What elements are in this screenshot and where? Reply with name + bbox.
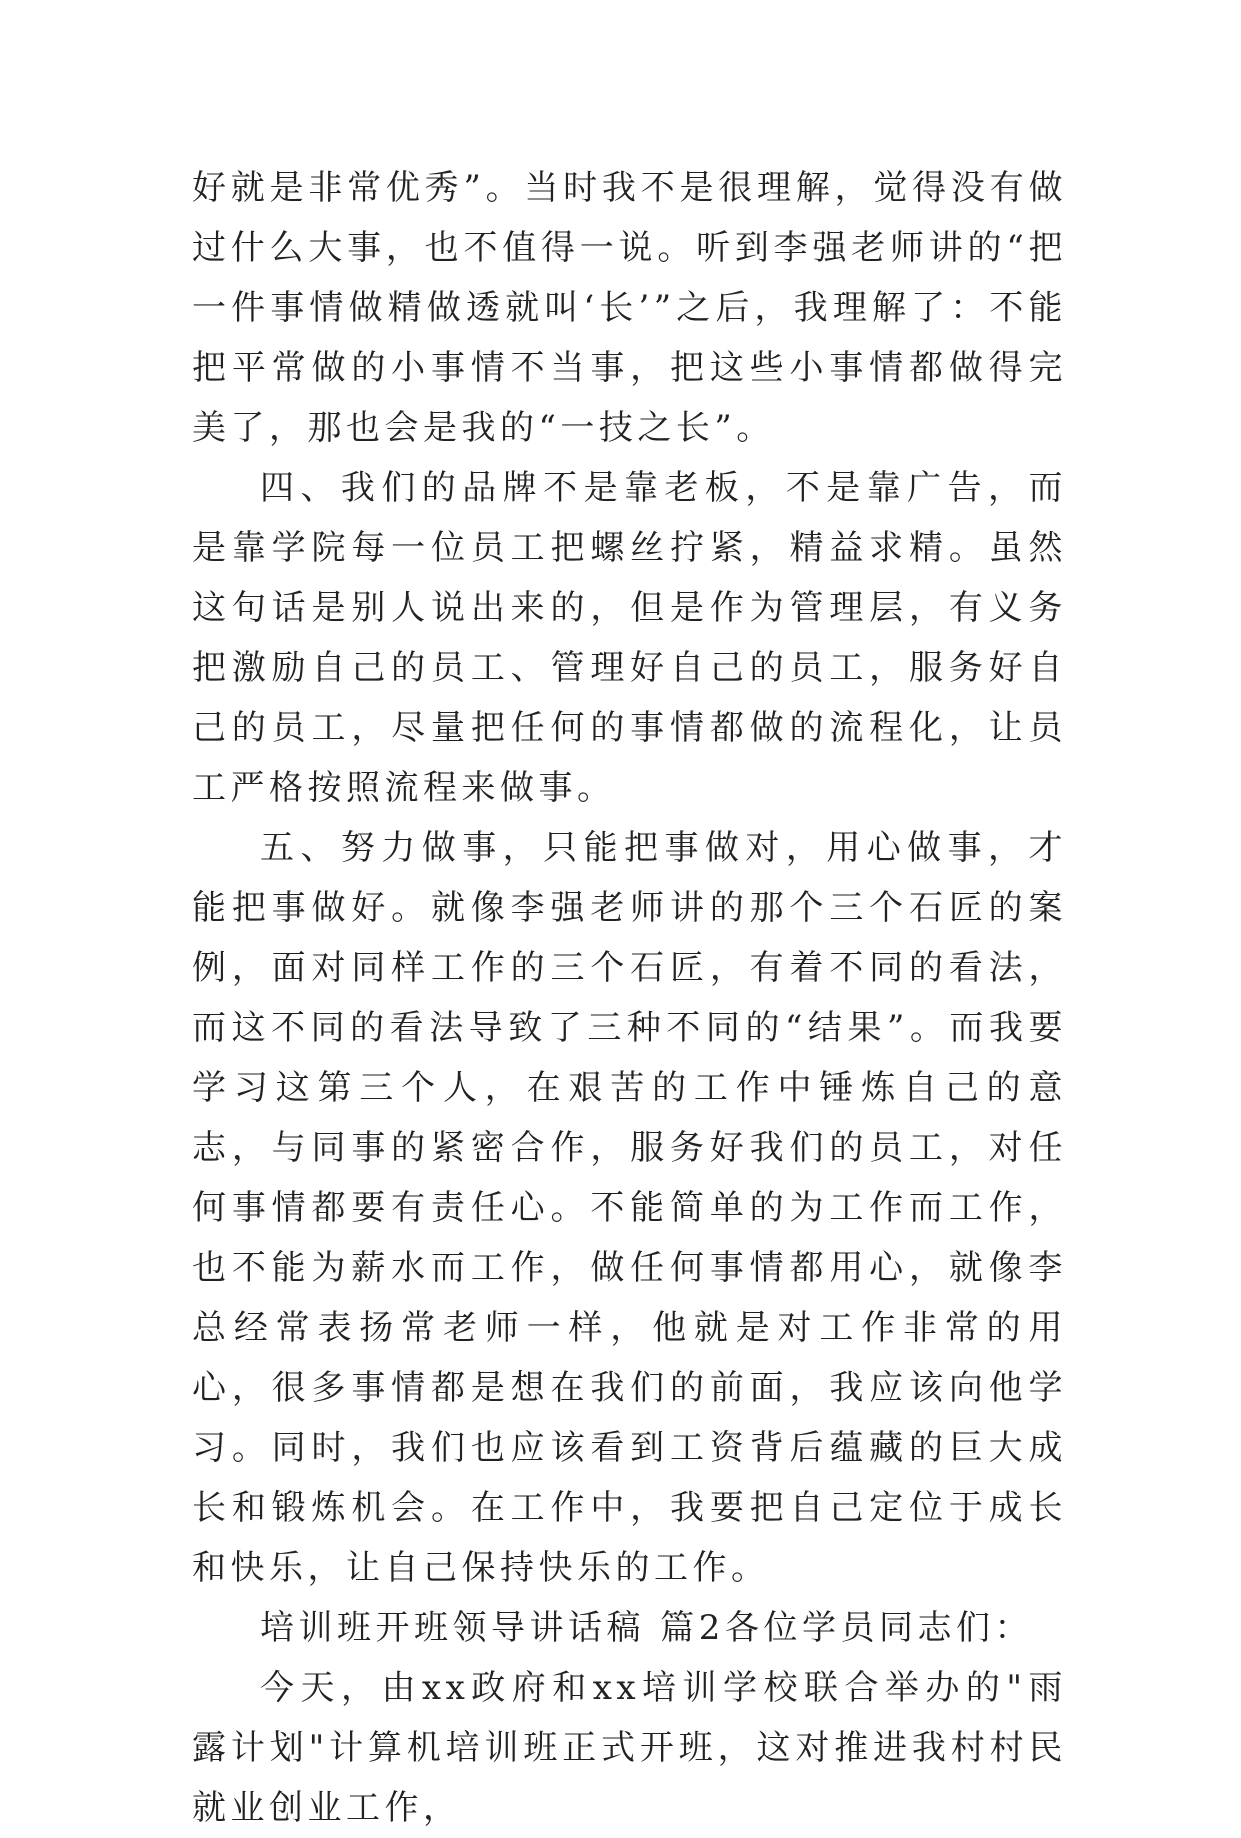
document-body (192, 158, 1067, 1838)
section-heading-article-2: 培训班开班领导讲话稿 篇2各位学员同志们： (260, 1608, 1033, 1648)
paragraph-point-four: 四、我们的品牌不是靠老板，不是靠广告，而是靠学院每一位员工把螺丝拧紧，精益求精。虽然这句话是别人说出来的，但是作为管理层，有义务把激励自己的员工、管理好自己的员工，服务好自己的员工，尽量把任何的事情都做的流程化，让员工严格按照流程来做事。 (192, 468, 1067, 808)
paragraph-continued: 好就是非常优秀”。当时我不是很理解，觉得没有做过什么大事，也不值得一说。听到李强老师讲的“把一件事情做精做透就叫‘长’”之后，我理解了：不能把平常做的小事情不当事，把这些小事情都做得完美了，那也会是我的“一技之长”。 (192, 168, 1067, 448)
paragraph-opening: 今天，由xx政府和xx培训学校联合举办的"雨露计划"计算机培训班正式开班，这对推进我村村民就业创业工作， (192, 1668, 1067, 1828)
paragraph-point-five: 五、努力做事，只能把事做对，用心做事，才能把事做好。就像李强老师讲的那个三个石匠的案例，面对同样工作的三个石匠，有着不同的看法，而这不同的看法导致了三种不同的“结果”。而我要学习这第三个人，在艰苦的工作中锤炼自己的意志，与同事的紧密合作，服务好我们的员工，对任何事情都要有责任心。不能简单的为工作而工作，也不能为薪水而工作，做任何事情都用心，就像李总经常表扬常老师一样，他就是对工作非常的用心，很多事情都是想在我们的前面，我应该向他学习。同时，我们也应该看到工资背后蕴藏的巨大成长和锻炼机会。在工作中，我要把自己定位于成长和快乐，让自己保持快乐的工作。 (192, 828, 1067, 1588)
